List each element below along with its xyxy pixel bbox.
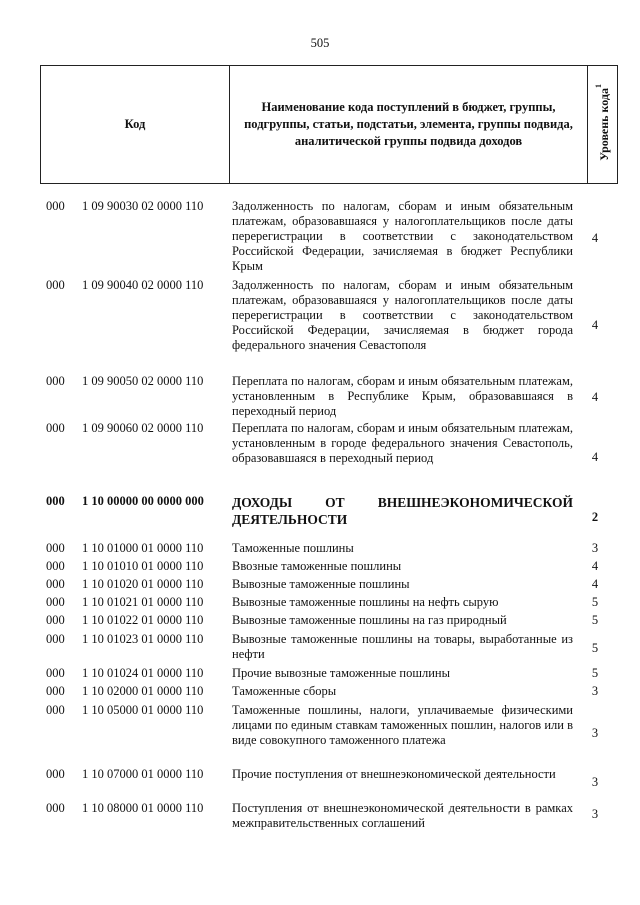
income-name: Задолженность по налогам, сборам и иным обязательным платежам, образовавшаяся у налогоплательщиков после даты перерегистрации в соответствии с законодательством Российской Федерации, зачисляемая в бюджет Республики Крым (232, 199, 573, 273)
income-name: Прочие поступления от внешнеэкономической деятельности (232, 767, 556, 781)
income-code: 1 10 07000 01 0000 110 (82, 767, 204, 781)
income-name: Ввозные таможенные пошлины (232, 559, 402, 573)
code-level: 4 (591, 231, 599, 245)
income-code: 1 09 90050 02 0000 110 (82, 374, 204, 388)
admin-code: 000 (46, 559, 65, 573)
income-code: 1 09 90040 02 0000 110 (82, 278, 204, 292)
income-code: 1 09 90060 02 0000 110 (82, 421, 204, 435)
code-level: 4 (591, 559, 599, 573)
table-row (0, 595, 640, 611)
admin-code: 000 (46, 374, 65, 388)
income-code: 1 10 01000 01 0000 110 (82, 541, 204, 555)
income-name: Поступления от внешнеэкономической деятельности в рамках межправительственных соглашений (232, 801, 573, 830)
code-level: 2 (591, 510, 599, 524)
income-code: 1 10 08000 01 0000 110 (82, 801, 204, 815)
table-row (0, 199, 640, 277)
admin-code: 000 (46, 595, 65, 609)
code-level: 3 (591, 775, 599, 789)
table-row (0, 421, 640, 485)
code-level: 3 (591, 726, 599, 740)
header-level-footnote: 1 (593, 84, 603, 89)
admin-code: 000 (46, 278, 65, 292)
admin-code: 000 (46, 684, 65, 698)
income-code: 1 10 01010 01 0000 110 (82, 559, 204, 573)
table-row (0, 767, 640, 799)
admin-code: 000 (46, 613, 65, 627)
admin-code: 000 (46, 199, 65, 213)
income-code: 1 10 00000 00 0000 000 (82, 494, 204, 508)
code-level: 5 (591, 595, 599, 609)
code-level: 4 (591, 450, 599, 464)
code-level: 4 (591, 318, 599, 332)
income-name: Таможенные пошлины (232, 541, 354, 555)
table-row (0, 559, 640, 575)
income-code: 1 10 01022 01 0000 110 (82, 613, 204, 627)
header-code: Код (41, 66, 230, 184)
income-name: Переплата по налогам, сборам и иным обязательным платежам, установленным в Республике Крым, образовавшаяся в переходный период (232, 374, 573, 418)
page-number: 505 (310, 36, 330, 50)
table-row (0, 374, 640, 421)
admin-code: 000 (46, 666, 65, 680)
code-level: 5 (591, 641, 599, 655)
code-level: 5 (591, 613, 599, 627)
income-code: 1 10 01020 01 0000 110 (82, 577, 204, 591)
income-name: Вывозные таможенные пошлины (232, 577, 410, 591)
income-name: Вывозные таможенные пошлины на нефть сырую (232, 595, 499, 609)
admin-code: 000 (46, 801, 65, 815)
code-level: 4 (591, 577, 599, 591)
table-row (0, 632, 640, 664)
income-name: Вывозные таможенные пошлины на газ природный (232, 613, 507, 627)
table-row (0, 541, 640, 557)
income-name: Задолженность по налогам, сборам и иным обязательным платежам, образовавшаяся у налогоплательщиков после даты перерегистрации в соответствии с законодательством Российской Федерации, зачисляемая в бюджет города федерального значения Севастополя (232, 278, 573, 352)
code-level: 5 (591, 666, 599, 680)
income-code: 1 10 02000 01 0000 110 (82, 684, 204, 698)
table-row-section (0, 494, 640, 534)
table-row (0, 801, 640, 833)
table-row (0, 613, 640, 629)
admin-code: 000 (46, 577, 65, 591)
table-row (0, 278, 640, 371)
admin-code: 000 (46, 421, 65, 435)
income-code: 1 09 90030 02 0000 110 (82, 199, 204, 213)
code-level: 3 (591, 684, 599, 698)
admin-code: 000 (46, 494, 65, 508)
income-name: Переплата по налогам, сборам и иным обязательным платежам, установленным в городе федерального значения Севастополь, образовавшаяся в переходный период (232, 421, 573, 465)
admin-code: 000 (46, 767, 65, 781)
income-name: Таможенные пошлины, налоги, уплачиваемые физическими лицами по единым ставкам таможенных пошлин, налогов или в виде совокупного таможенного платежа (232, 703, 573, 747)
income-name: Таможенные сборы (232, 684, 337, 698)
admin-code: 000 (46, 541, 65, 555)
income-code: 1 10 01023 01 0000 110 (82, 632, 204, 646)
table-row (0, 684, 640, 700)
admin-code: 000 (46, 632, 65, 646)
income-code: 1 10 01021 01 0000 110 (82, 595, 204, 609)
header-level-text: Уровень кода (596, 88, 611, 161)
code-level: 4 (591, 390, 599, 404)
table-row (0, 703, 640, 765)
income-name: Прочие вывозные таможенные пошлины (232, 666, 450, 680)
income-code: 1 10 01024 01 0000 110 (82, 666, 204, 680)
table-row (0, 577, 640, 593)
income-name: Вывозные таможенные пошлины на товары, выработанные из нефти (232, 632, 573, 661)
section-name: ДОХОДЫ ОТ ВНЕШНЕЭКОНОМИЧЕСКОЙ ДЕЯТЕЛЬНОСТИ (232, 495, 573, 527)
code-level: 3 (591, 807, 599, 821)
code-level: 3 (591, 541, 599, 555)
income-code: 1 10 05000 01 0000 110 (82, 703, 204, 717)
admin-code: 000 (46, 703, 65, 717)
header-name: Наименование кода поступлений в бюджет, группы, подгруппы, статьи, подстатьи, элемента, группы подвида, аналитической группы подвида доходов (230, 66, 588, 184)
table-row (0, 666, 640, 682)
